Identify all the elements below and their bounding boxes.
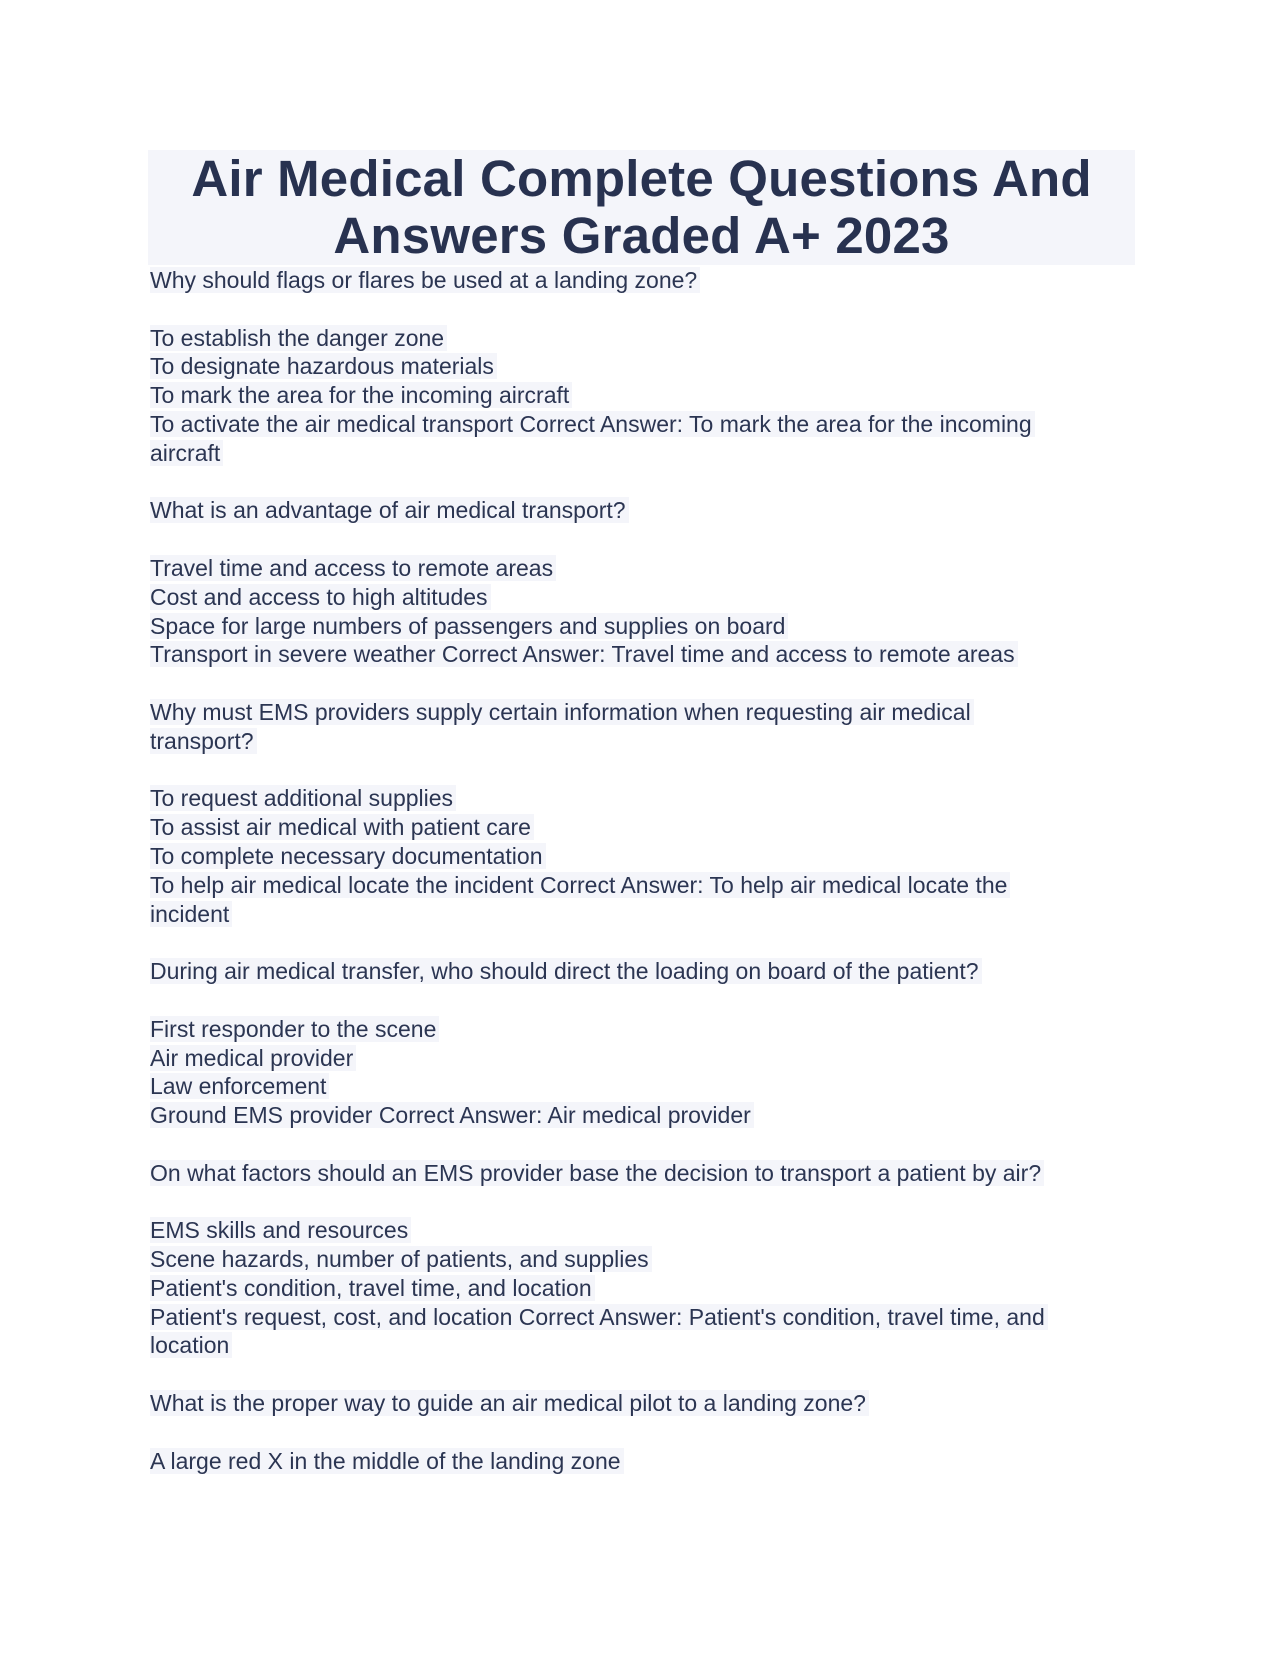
paragraph-gap: [150, 525, 1140, 554]
text-line: [150, 324, 1140, 353]
text-line-content: Patient's request, cost, and location Correct Answer: Patient's condition, travel time, and: [150, 1304, 1048, 1330]
text-line-content: Cost and access to high altitudes: [150, 584, 491, 610]
document-body: [150, 266, 1140, 1475]
paragraph-gap: [150, 295, 1140, 324]
text-line-content: To assist air medical with patient care: [150, 814, 534, 840]
text-line: [150, 352, 1140, 381]
paragraph-gap: [150, 928, 1140, 957]
text-line: [150, 1101, 1140, 1130]
paragraph-gap: [150, 1188, 1140, 1217]
text-line-content: First responder to the scene: [150, 1016, 439, 1042]
text-line: [150, 1072, 1140, 1101]
title-line-2: Answers Graded A+ 2023: [333, 207, 950, 264]
text-line-content: What is an advantage of air medical transport?: [150, 497, 629, 523]
paragraph-gap: [150, 1130, 1140, 1159]
text-line: [150, 439, 1140, 468]
paragraph-gap: [150, 1360, 1140, 1389]
paragraph-gap: [150, 756, 1140, 785]
text-line: [150, 1389, 1140, 1418]
text-line: [150, 1216, 1140, 1245]
text-line: [150, 554, 1140, 583]
text-line: [150, 784, 1140, 813]
text-line-content: On what factors should an EMS provider base the decision to transport a patient by air?: [150, 1160, 1044, 1186]
document-title: [148, 150, 1135, 265]
text-line-content: A large red X in the middle of the landing zone: [150, 1448, 624, 1474]
text-line: [150, 583, 1140, 612]
text-line: [150, 698, 1140, 727]
text-line-content: To help air medical locate the incident Correct Answer: To help air medical locate the: [150, 872, 1010, 898]
text-line: [150, 842, 1140, 871]
text-line-content: Transport in severe weather Correct Answer: Travel time and access to remote areas: [150, 641, 1018, 667]
text-line-content: During air medical transfer, who should direct the loading on board of the patient?: [150, 958, 982, 984]
text-line-content: To activate the air medical transport Correct Answer: To mark the area for the incoming: [150, 411, 1035, 437]
text-line-content: To complete necessary documentation: [150, 843, 546, 869]
text-line-content: aircraft: [150, 440, 223, 466]
text-line-content: Law enforcement: [150, 1073, 329, 1099]
text-line-content: To mark the area for the incoming aircraft: [150, 382, 572, 408]
text-line: [150, 871, 1140, 900]
text-line: [150, 1015, 1140, 1044]
text-line: [150, 1331, 1140, 1360]
paragraph-gap: [150, 669, 1140, 698]
text-line: [150, 1447, 1140, 1476]
text-line: [150, 640, 1140, 669]
text-line: [150, 1245, 1140, 1274]
text-line-content: Space for large numbers of passengers and supplies on board: [150, 613, 788, 639]
text-line: [150, 1303, 1140, 1332]
title-line-1: Air Medical Complete Questions And: [191, 150, 1092, 207]
text-line-content: location: [150, 1332, 232, 1358]
text-line: [150, 1159, 1140, 1188]
text-line-content: incident: [150, 901, 232, 927]
paragraph-gap: [150, 1418, 1140, 1447]
text-line-content: Ground EMS provider Correct Answer: Air medical provider: [150, 1102, 754, 1128]
text-line-content: Patient's condition, travel time, and location: [150, 1275, 595, 1301]
text-line-content: Why must EMS providers supply certain information when requesting air medical: [150, 699, 974, 725]
paragraph-gap: [150, 468, 1140, 497]
text-line: [150, 381, 1140, 410]
text-line: [150, 900, 1140, 929]
paragraph-gap: [150, 986, 1140, 1015]
text-line-content: What is the proper way to guide an air medical pilot to a landing zone?: [150, 1390, 869, 1416]
text-line-content: transport?: [150, 728, 257, 754]
text-line: [150, 410, 1140, 439]
text-line-content: EMS skills and resources: [150, 1217, 411, 1243]
text-line-content: To designate hazardous materials: [150, 353, 497, 379]
text-line: [150, 1044, 1140, 1073]
text-line: [150, 612, 1140, 641]
text-line-content: Air medical provider: [150, 1045, 356, 1071]
text-line: [150, 727, 1140, 756]
text-line-content: To establish the danger zone: [150, 325, 447, 351]
text-line: [150, 496, 1140, 525]
text-line-content: To request additional supplies: [150, 785, 456, 811]
text-line: [150, 266, 1140, 295]
text-line-content: Travel time and access to remote areas: [150, 555, 556, 581]
text-line: [150, 813, 1140, 842]
text-line-content: Scene hazards, number of patients, and supplies: [150, 1246, 652, 1272]
text-line: [150, 1274, 1140, 1303]
text-line-content: Why should flags or flares be used at a landing zone?: [150, 267, 700, 293]
text-line: [150, 957, 1140, 986]
